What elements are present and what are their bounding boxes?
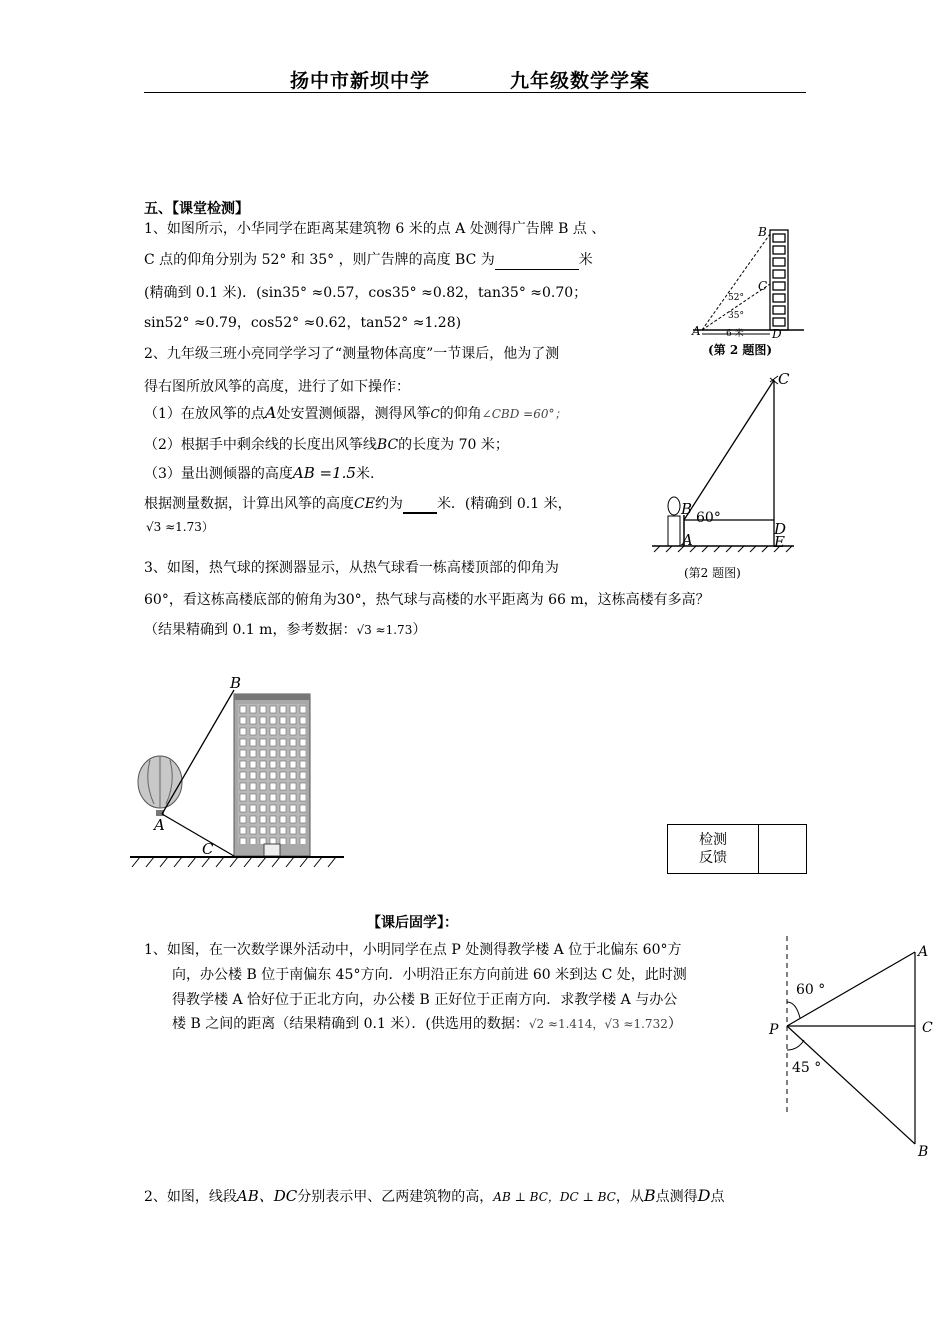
text: 米．(精确到 0.1 米， bbox=[436, 496, 572, 512]
label-c: C bbox=[202, 840, 214, 858]
section-title: 五、【课堂检测】 bbox=[144, 201, 249, 217]
text: ，热气球与高楼的水平距离为 66 m，这栋高楼有多高？ bbox=[361, 592, 710, 608]
text: （结果精确到 0.1 m，参考数据： bbox=[144, 622, 357, 638]
line-to-base bbox=[162, 814, 234, 856]
q1-line1: 1、如图所示，小华同学在距离某建筑物 6 米的点 A 处测得广告牌 B 点 、 bbox=[144, 221, 606, 237]
label-d: D bbox=[774, 520, 787, 538]
q1-unit: 米 bbox=[578, 252, 593, 268]
homework-title: 【课后固学】： bbox=[367, 915, 458, 931]
q2-line1: 2、九年级三班小亮同学学习了“测量物体高度”一节课后，他为了测 bbox=[144, 346, 560, 362]
q2-line2: 得右图所放风筝的高度，进行了如下操作： bbox=[144, 379, 410, 395]
text: 米. bbox=[355, 466, 375, 482]
q2-line6 bbox=[144, 494, 572, 514]
point-a: A bbox=[264, 403, 277, 422]
text: 点 bbox=[710, 1189, 725, 1205]
text: 的长度为 70 米； bbox=[398, 437, 509, 453]
school-name: 扬中市新坝中学 bbox=[290, 70, 431, 92]
answer-blank bbox=[403, 498, 437, 514]
text: （2）根据手中剩余线的长度出风筝线 bbox=[144, 437, 377, 453]
angle-45: 45 ° bbox=[792, 1060, 822, 1076]
text: 楼 B 之间的距离（结果精确到 0.1 米）．(供选用的数据： bbox=[172, 1016, 529, 1032]
text: ，从 bbox=[615, 1189, 644, 1205]
text: （3）量出测倾器的高度 bbox=[144, 466, 293, 482]
angle-60: 60° bbox=[144, 592, 169, 608]
hw1-line1: 1、如图，在一次数学课外活动中，小明同学在点 P 处测得教学楼 A 位于北偏东 60°方 bbox=[144, 942, 682, 958]
label-a: A bbox=[692, 324, 701, 338]
feedback-box bbox=[667, 824, 807, 874]
ground-hatch bbox=[654, 546, 792, 552]
text: ，看这栋高楼底部的俯角为 bbox=[168, 592, 337, 608]
angle-35: 35° bbox=[728, 311, 744, 321]
building-door bbox=[264, 844, 280, 856]
text: 点测得 bbox=[655, 1189, 698, 1205]
angle-52: 52° bbox=[728, 293, 744, 303]
feedback-value[interactable] bbox=[759, 825, 807, 874]
answer-blank bbox=[495, 255, 579, 270]
text: 处安置测倾器，测得风筝 bbox=[276, 406, 431, 422]
angle-60: 60° bbox=[696, 510, 721, 526]
fig1-caption: (第 2 题图) bbox=[708, 343, 773, 357]
distance-label: 6 米 bbox=[726, 329, 744, 339]
label-b: B bbox=[758, 225, 767, 239]
label-e: E bbox=[774, 533, 785, 551]
feedback-label bbox=[668, 825, 759, 874]
text: ） bbox=[412, 622, 427, 638]
q3-line1: 3、如图，热气球的探测器显示，从热气球看一栋高楼顶部的仰角为 bbox=[144, 560, 559, 576]
figure-bearing bbox=[760, 932, 945, 1162]
text: 分别表示甲、乙两建筑物的高， bbox=[297, 1189, 494, 1205]
figure-balloon bbox=[124, 670, 350, 875]
line-pb bbox=[787, 1026, 915, 1144]
segment-bc: BC bbox=[376, 437, 399, 453]
q1-line2 bbox=[144, 250, 593, 270]
label-line1: 检测 bbox=[699, 832, 727, 848]
q1-line3: (精确到 0.1 米)．(sin35° ≈0.57，cos35° ≈0.82，tan35° ≈0.70； bbox=[144, 285, 588, 301]
q3-line3 bbox=[144, 620, 426, 640]
figure-billboard bbox=[690, 222, 810, 362]
person-body bbox=[668, 516, 680, 546]
text: 的仰角 bbox=[439, 406, 482, 422]
q1-text: C 点的仰角分别为 52° 和 35° ，则广告牌的高度 BC 为 bbox=[144, 252, 495, 268]
label-a: A bbox=[682, 531, 693, 549]
label-c: C bbox=[922, 1020, 933, 1036]
figure-kite bbox=[644, 370, 804, 580]
ref-value: √3 ≈1.73 bbox=[356, 623, 413, 637]
segment-ce: CE bbox=[354, 496, 375, 512]
person-head bbox=[668, 497, 680, 515]
ref-values: √2 ≈1.414，√3 ≈1.732 bbox=[528, 1017, 668, 1031]
text: 约为 bbox=[374, 496, 403, 512]
ground-hatch bbox=[132, 857, 336, 867]
arc-45 bbox=[787, 1040, 804, 1050]
label-b: B bbox=[681, 500, 693, 518]
angle-30: 30° bbox=[336, 592, 362, 608]
q3-line2 bbox=[144, 590, 710, 610]
label-b: B bbox=[230, 674, 242, 692]
building-windows bbox=[238, 704, 306, 844]
page-header bbox=[144, 66, 806, 93]
label-d: D bbox=[772, 327, 782, 341]
text: （1）在放风筝的点 bbox=[144, 406, 265, 422]
point-c: C bbox=[430, 407, 440, 421]
label-b: B bbox=[918, 1144, 929, 1160]
label-a: A bbox=[918, 944, 929, 960]
segments: AB、DC bbox=[236, 1187, 298, 1205]
angle-formula: ∠CBD =60°； bbox=[481, 407, 567, 421]
hw1-line2: 向，办公楼 B 位于南偏东 45°方向．小明沿正东方向前进 60 米到达 C 处，此时测 bbox=[172, 967, 687, 983]
label-c: C bbox=[778, 370, 790, 388]
line-to-top bbox=[162, 690, 234, 814]
kite-string bbox=[684, 380, 774, 520]
q2-line7: √3 ≈1.73） bbox=[146, 520, 214, 534]
angle-60: 60 ° bbox=[796, 982, 826, 998]
perp-formula: AB ⊥ BC，DC ⊥ BC bbox=[493, 1190, 616, 1204]
subject-title: 九年级数学学案 bbox=[510, 70, 651, 92]
q2-step3 bbox=[144, 463, 374, 484]
text: 根据测量数据，计算出风筝的高度 bbox=[144, 496, 354, 512]
hw1-line4 bbox=[172, 1014, 682, 1034]
text: 2、如图，线段 bbox=[144, 1189, 237, 1205]
point-b: B bbox=[643, 1186, 656, 1205]
building-roof bbox=[234, 694, 310, 700]
q1-line4: sin52° ≈0.79，cos52° ≈0.62，tan52° ≈1.28) bbox=[144, 315, 462, 331]
hw1-line3: 得教学楼 A 恰好位于正北方向，办公楼 B 正好位于正南方向．求教学楼 A 与办公 bbox=[172, 992, 678, 1008]
label-p: P bbox=[769, 1022, 779, 1038]
text: ） bbox=[667, 1016, 682, 1032]
label-c: C bbox=[758, 279, 768, 293]
arc-60 bbox=[787, 1002, 800, 1018]
label-line2: 反馈 bbox=[699, 850, 727, 866]
label-a: A bbox=[154, 816, 165, 834]
q2-step1 bbox=[144, 403, 567, 424]
point-d: D bbox=[697, 1186, 711, 1205]
hw2-line1 bbox=[144, 1186, 724, 1207]
building-blocks bbox=[770, 230, 788, 330]
fig2-caption: (第2 题图) bbox=[684, 566, 741, 580]
q2-step2 bbox=[144, 435, 509, 455]
height-ab: AB =1.5 bbox=[292, 464, 356, 482]
